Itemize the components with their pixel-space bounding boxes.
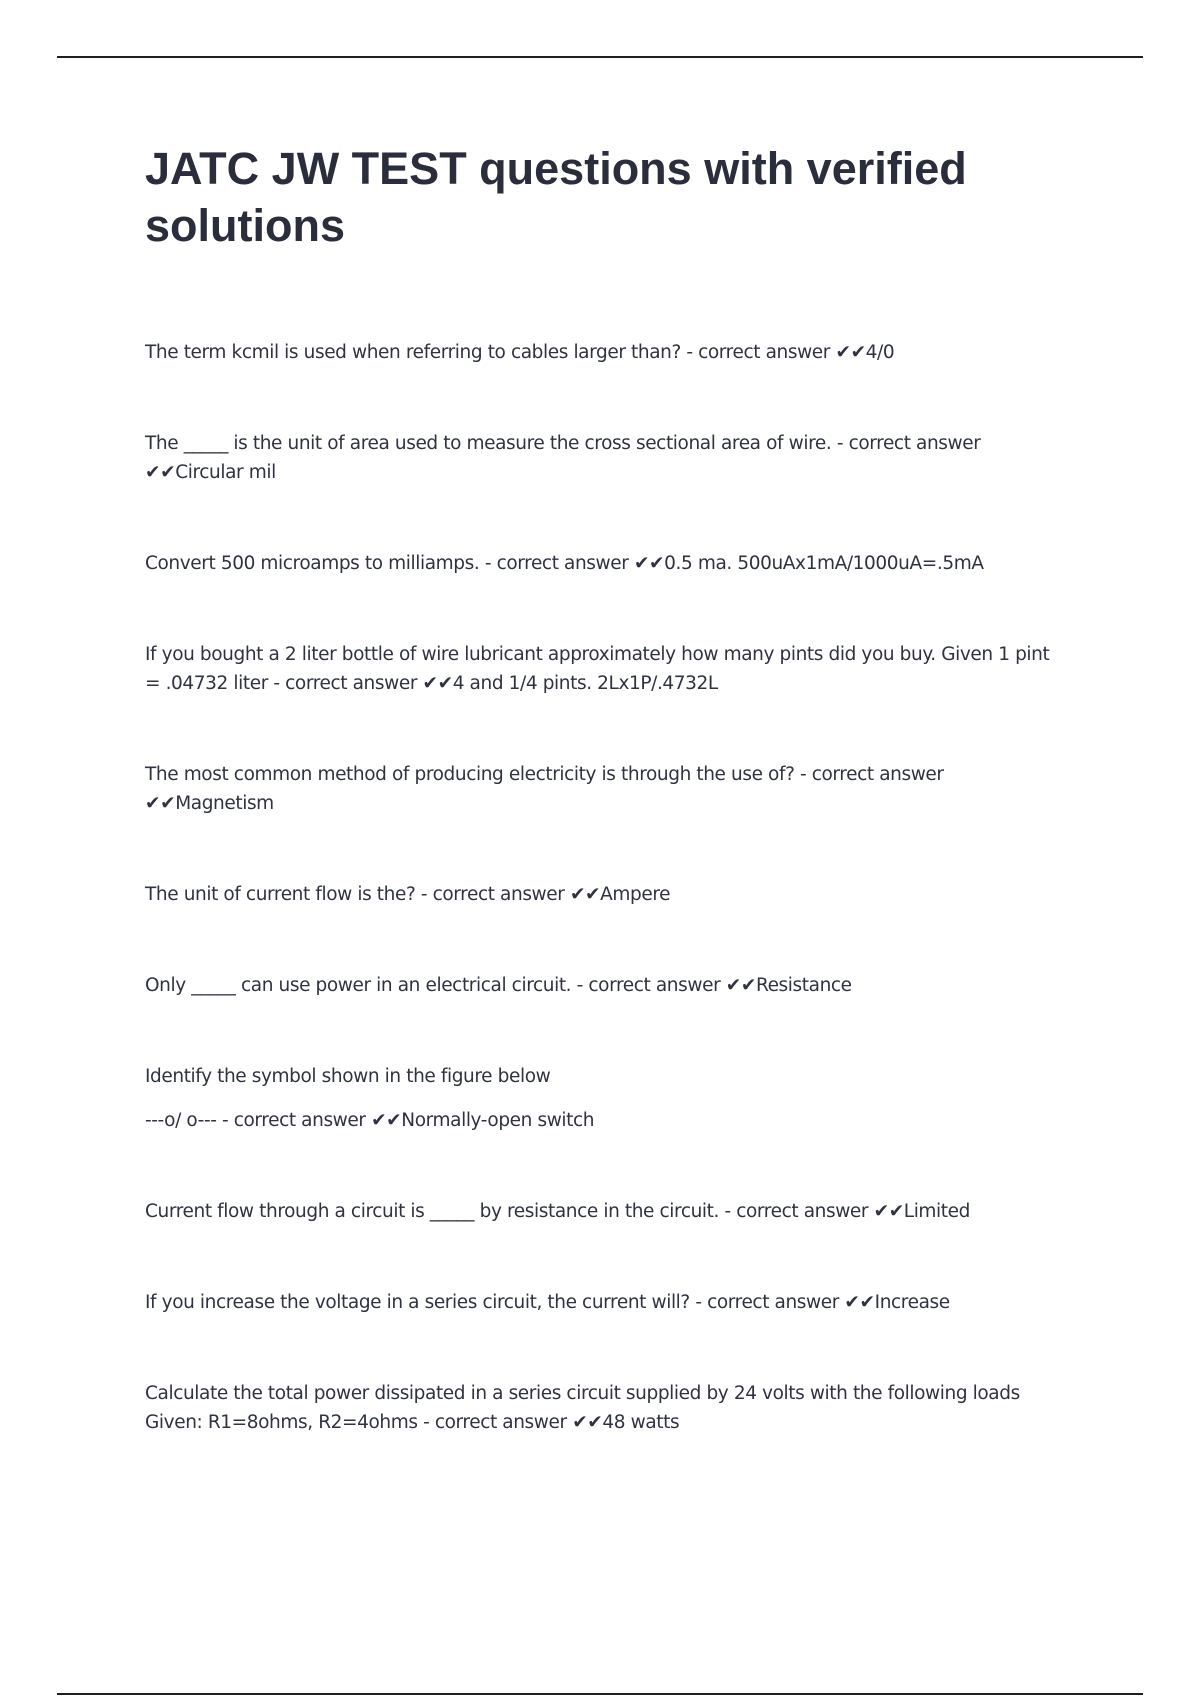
qa-list [145,338,1065,1437]
document-body [145,140,1065,1499]
qa-item-10 [145,1288,1065,1317]
qa-text: If you increase the voltage in a series circuit, the current will? - correct answer ✔✔Increase [145,1292,950,1313]
bottom-divider [57,1693,1143,1695]
qa-item-11 [145,1379,1065,1437]
qa-text: The most common method of producing electricity is through the use of? - correct answer ✔✔Magnetism [145,764,944,814]
qa-text: Current flow through a circuit is _____ by resistance in the circuit. - correct answer ✔✔Limited [145,1201,970,1222]
top-divider [57,56,1143,58]
qa-text: The term kcmil is used when referring to cables larger than? - correct answer ✔✔4/0 [145,342,895,363]
qa-item-5 [145,760,1065,818]
qa-text: The _____ is the unit of area used to measure the cross sectional area of wire. - correct answer ✔✔Circular mil [145,433,981,483]
qa-item-3 [145,549,1065,578]
qa-item-2 [145,429,1065,487]
qa-item-1 [145,338,1065,367]
qa-text: Only _____ can use power in an electrical circuit. - correct answer ✔✔Resistance [145,975,852,996]
qa-item-7 [145,971,1065,1000]
qa-item-4 [145,640,1065,698]
qa-item-6 [145,880,1065,909]
qa-text: Identify the symbol shown in the figure below [145,1066,551,1087]
qa-item-9 [145,1197,1065,1226]
qa-text: Convert 500 microamps to milliamps. - correct answer ✔✔0.5 ma. 500uAx1mA/1000uA=.5mA [145,553,984,574]
qa-item-8 [145,1062,1065,1135]
qa-text: Calculate the total power dissipated in a series circuit supplied by 24 volts with the following loads Given: R1=8ohms, R2=4ohms - correct answer ✔✔48 watts [145,1383,1020,1433]
document-title: JATC JW TEST questions with verified solutions [145,143,967,251]
qa-text: If you bought a 2 liter bottle of wire lubricant approximately how many pints did you buy. Given 1 pint = .04732 liter - correct answer ✔✔4 and 1/4 pints. 2Lx1P/.4732L [145,644,1050,694]
qa-text: The unit of current flow is the? - correct answer ✔✔Ampere [145,884,671,905]
qa-text-symbol-answer: ---o/ o--- - correct answer ✔✔Normally-open switch [145,1110,595,1131]
